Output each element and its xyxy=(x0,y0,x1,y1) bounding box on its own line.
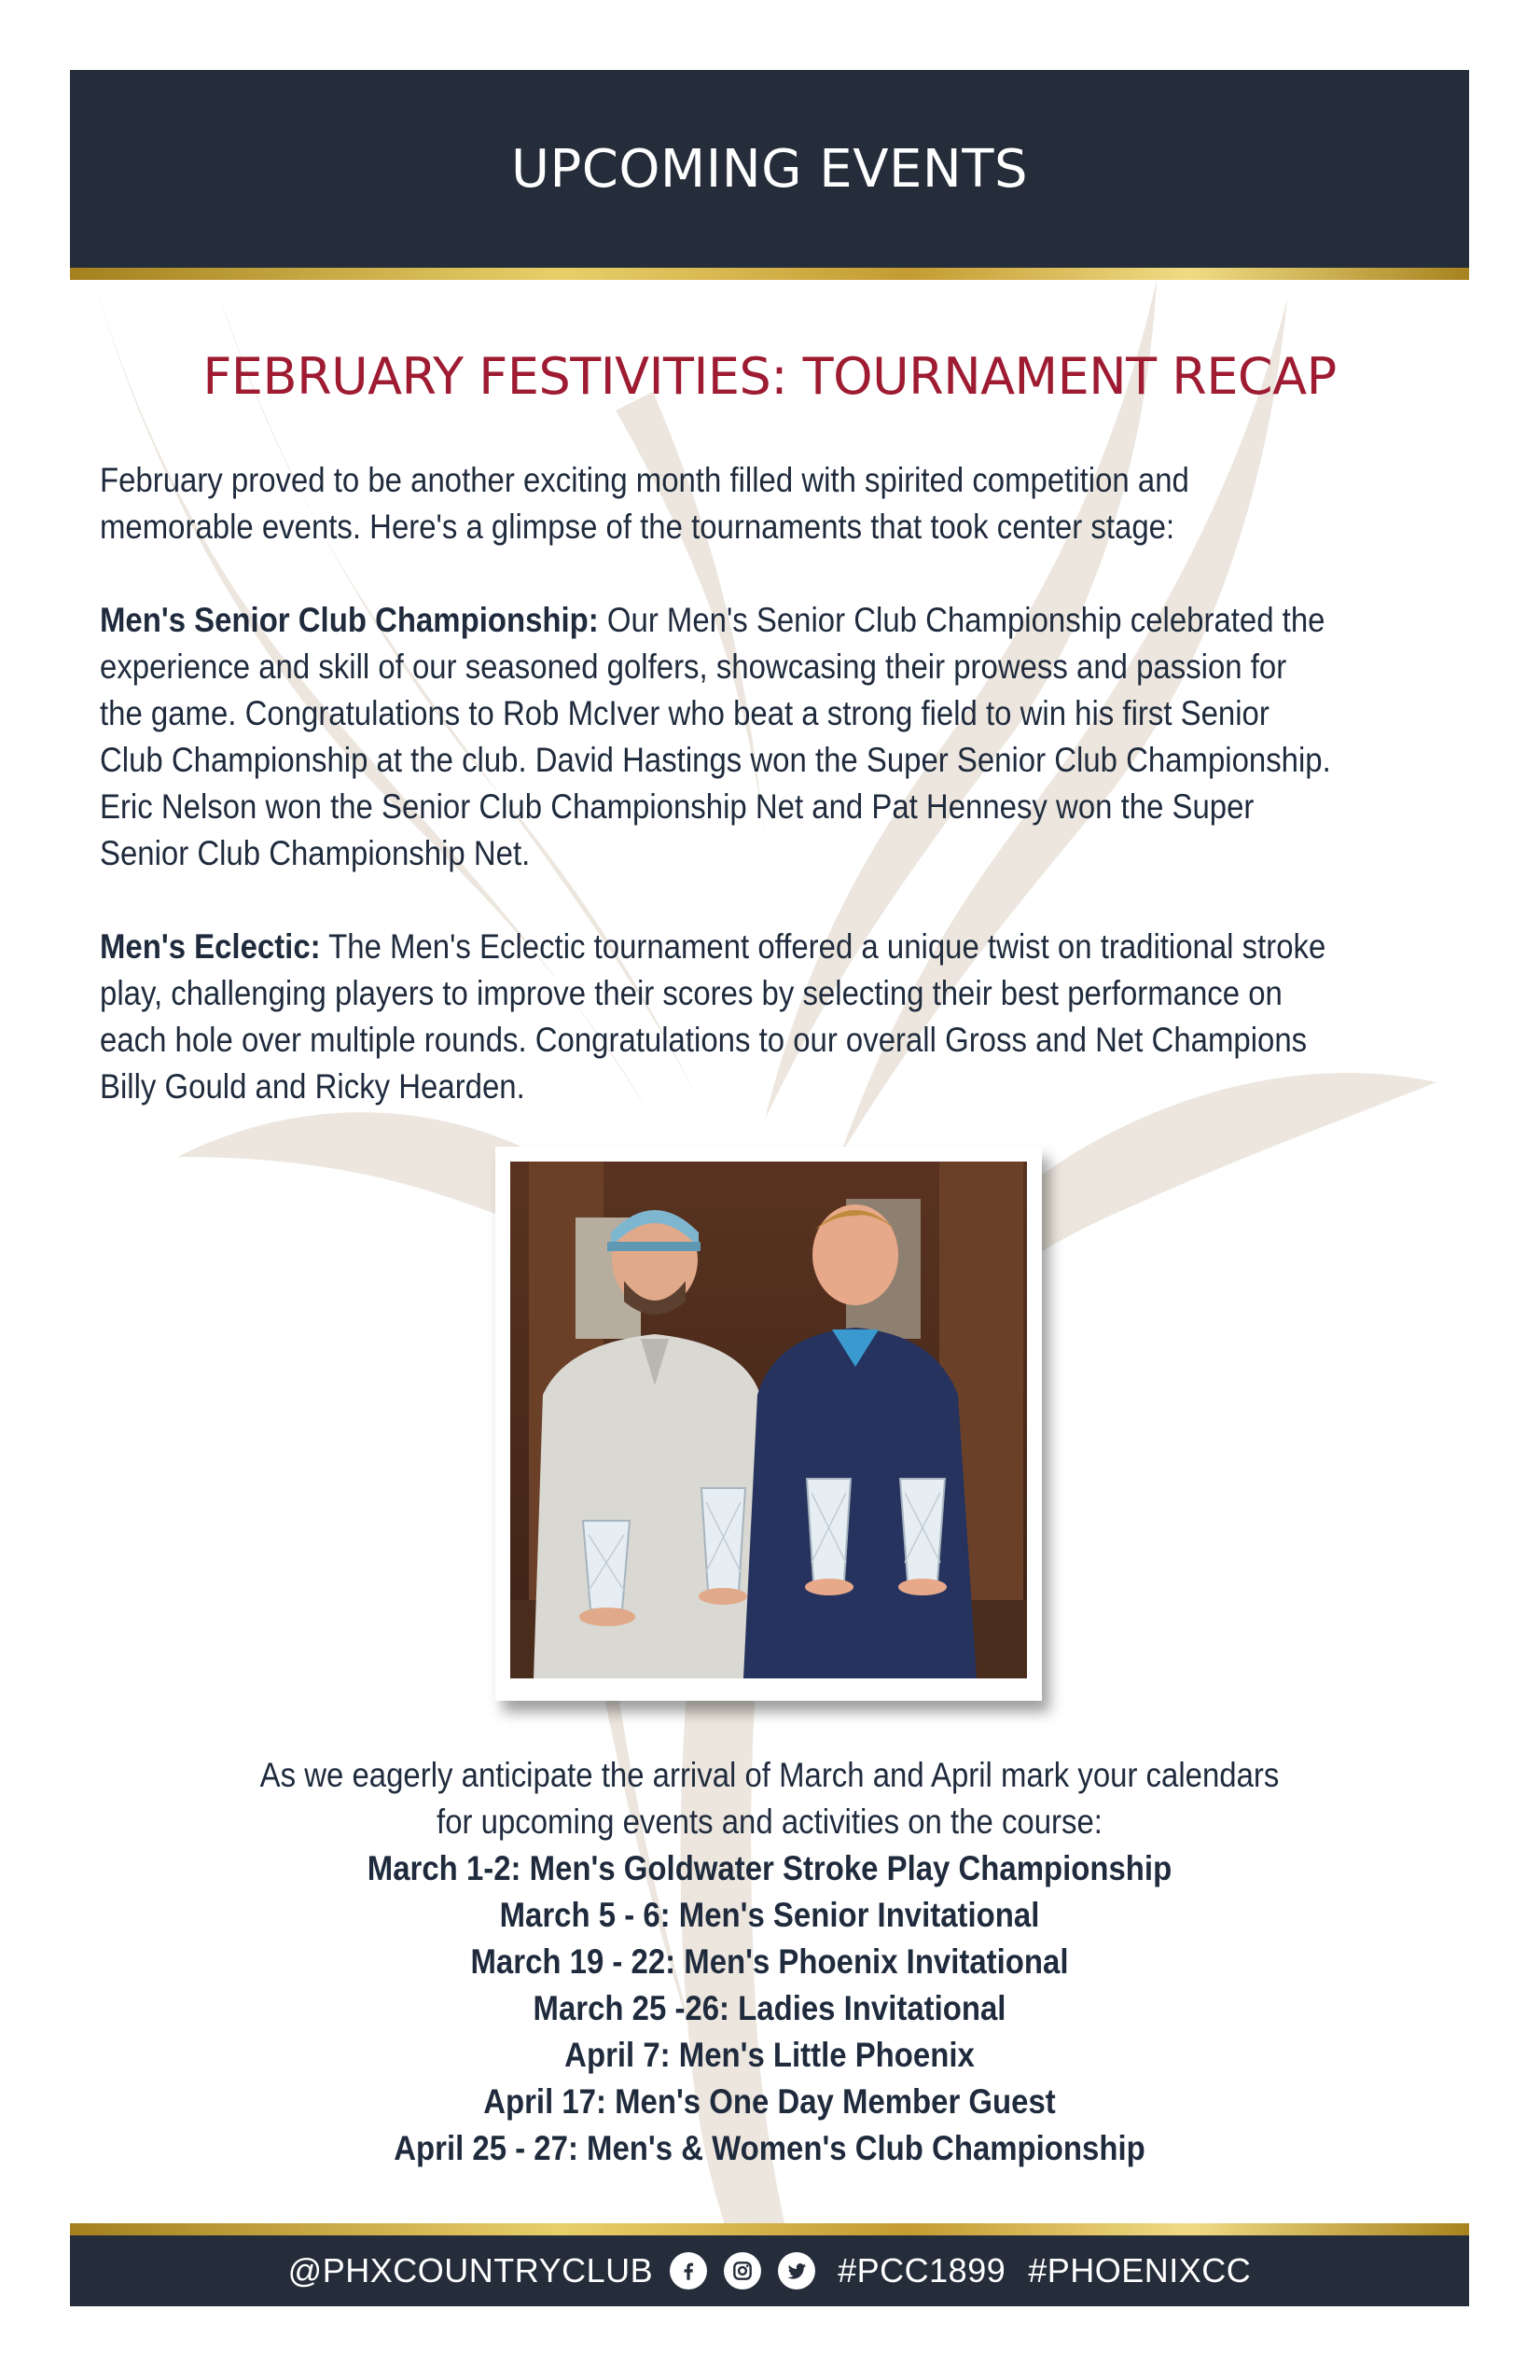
upcoming-events-section xyxy=(70,1752,1469,2172)
event-item: March 1-2: Men's Goldwater Stroke Play Championship xyxy=(367,1849,1172,1887)
event-item: March 5 - 6: Men's Senior Invitational xyxy=(499,1896,1040,1934)
senior-championship-label: Men's Senior Club Championship: xyxy=(100,601,599,639)
hashtag-phoenixcc[interactable]: #PHOENIXCC xyxy=(1028,2251,1252,2290)
intro-paragraph: February proved to be another exciting month filled with spirited competition and memorable events. Here's a glimpse of the tournaments that took center stage: xyxy=(100,461,1189,546)
facebook-icon[interactable] xyxy=(670,2252,707,2290)
event-list xyxy=(70,1845,1469,2172)
winners-photo-illustration xyxy=(510,1162,1027,1678)
gold-divider-bottom xyxy=(70,2223,1469,2235)
upcoming-intro-line-1: As we eagerly anticipate the arrival of March and April mark your calendars xyxy=(259,1756,1280,1794)
event-item: March 25 -26: Ladies Invitational xyxy=(533,1989,1006,2027)
senior-championship-paragraph xyxy=(100,597,1337,877)
social-handle[interactable]: @PHXCOUNTRYCLUB xyxy=(287,2251,654,2290)
header-banner xyxy=(70,70,1469,268)
event-item: March 19 - 22: Men's Phoenix Invitational xyxy=(470,1942,1069,1981)
eclectic-label: Men's Eclectic: xyxy=(100,927,321,966)
upcoming-events-intro xyxy=(188,1752,1351,1845)
social-footer xyxy=(70,2235,1469,2306)
twitter-icon[interactable] xyxy=(778,2252,815,2290)
winners-photo xyxy=(510,1162,1027,1678)
senior-championship-text: Our Men's Senior Club Championship celebrated the experience and skill of our seasoned golfers, showcasing their prowess and passion for the game. Congratulations to Rob McIver who beat a strong field to win his first Senior Club Championship at the club. David Hastings won the Super Senior Club Championship. Eric Nelson won the Senior Club Championship Net and Pat Hennesy won the Super Senior Club Championship Net. xyxy=(100,601,1331,872)
header-title: UPCOMING EVENTS xyxy=(510,138,1029,200)
event-item: April 25 - 27: Men's & Women's Club Championship xyxy=(394,2129,1145,2167)
eclectic-text: The Men's Eclectic tournament offered a unique twist on traditional stroke play, challenging players to improve their scores by selecting their best performance on each hole over multiple rounds. Congratulations to our overall Gross and Net Champions Billy Gould and Ricky Hearden. xyxy=(100,927,1326,1106)
event-item: April 17: Men's One Day Member Guest xyxy=(483,2082,1056,2121)
upcoming-intro-line-2: for upcoming events and activities on the course: xyxy=(437,1802,1103,1841)
section-title: FEBRUARY FESTIVITIES: TOURNAMENT RECAP xyxy=(202,347,1337,406)
eclectic-paragraph xyxy=(100,924,1337,1110)
gold-divider-top xyxy=(70,268,1469,280)
hashtag-pcc1899[interactable]: #PCC1899 xyxy=(838,2251,1006,2290)
instagram-icon[interactable] xyxy=(724,2252,761,2290)
winners-photo-frame xyxy=(495,1147,1042,1701)
event-item: April 7: Men's Little Phoenix xyxy=(564,2036,975,2074)
